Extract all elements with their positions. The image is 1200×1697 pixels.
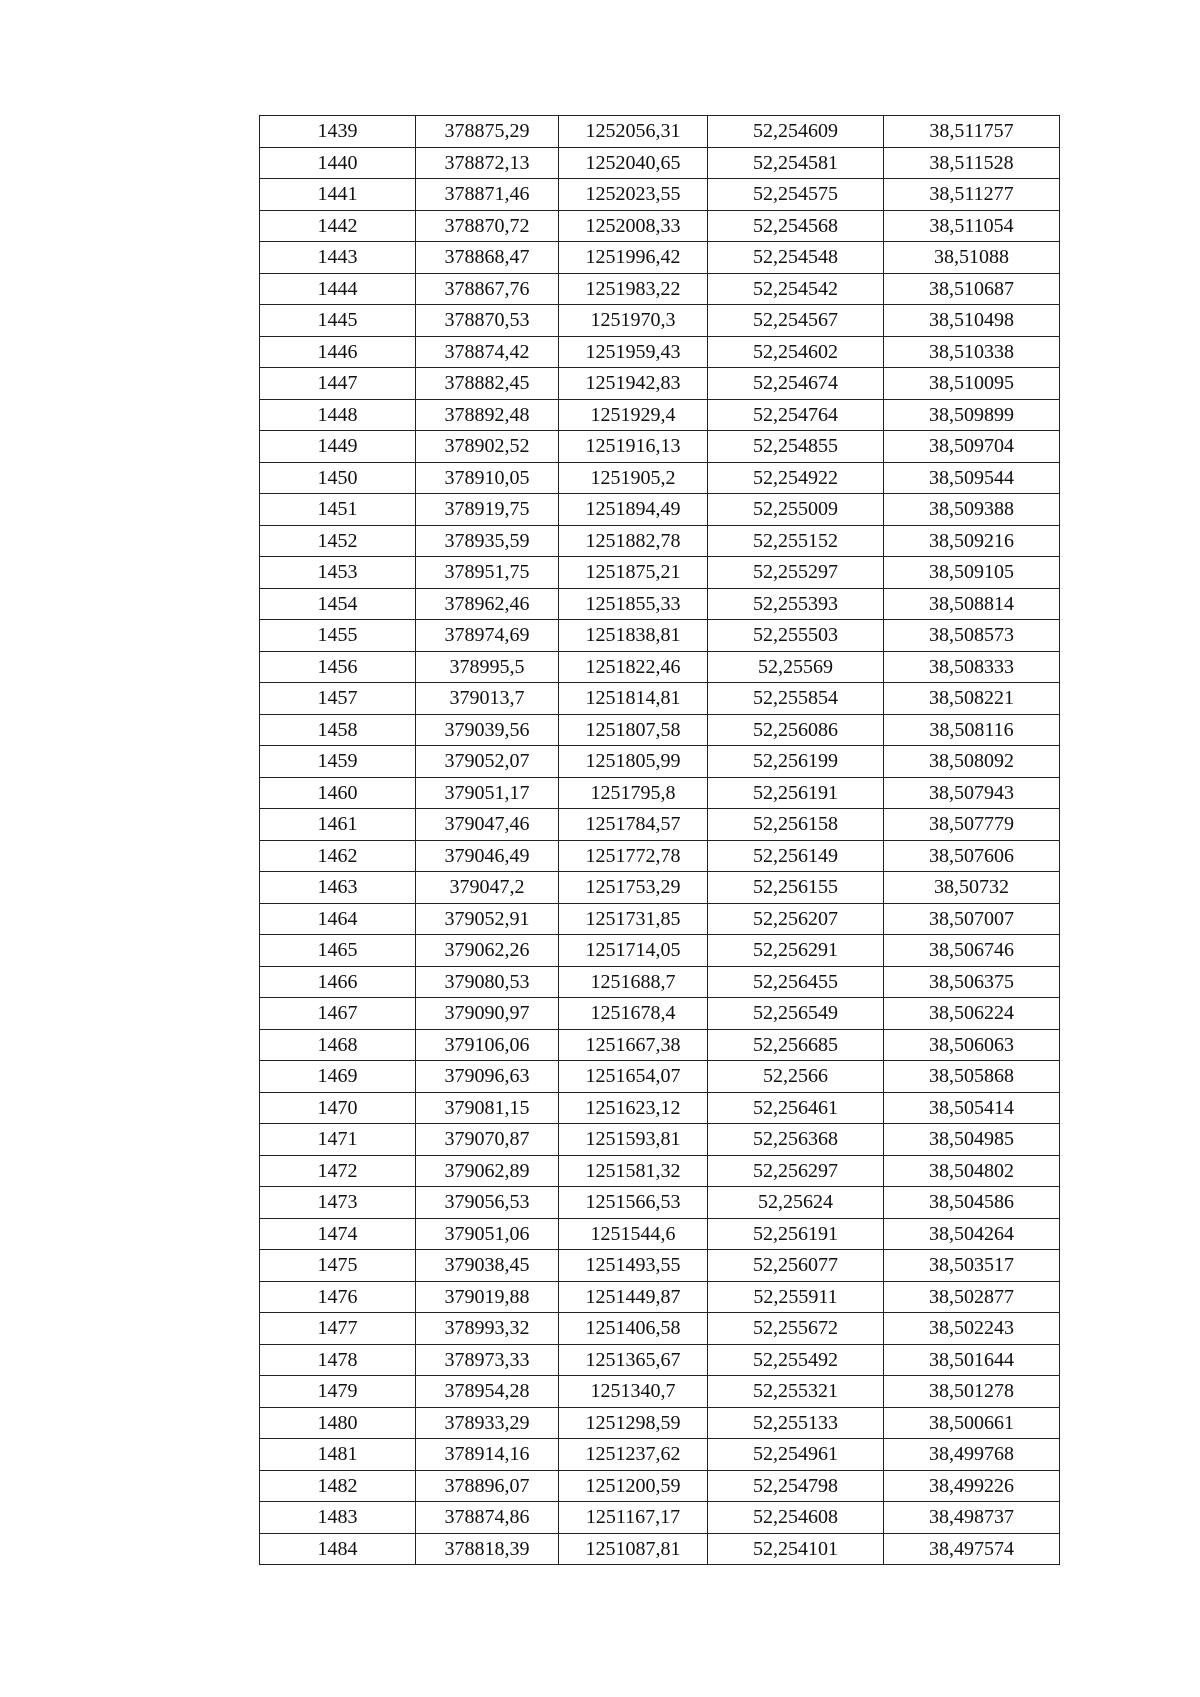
point-number-cell: 1472 — [260, 1155, 416, 1187]
longitude-cell: 38,508221 — [884, 683, 1060, 715]
coordinates-table-body — [260, 116, 1060, 1565]
table-row — [260, 966, 1060, 998]
point-number-cell: 1449 — [260, 431, 416, 463]
longitude-cell: 38,499768 — [884, 1439, 1060, 1471]
x-coordinate-cell: 379081,15 — [416, 1092, 559, 1124]
latitude-cell: 52,256455 — [708, 966, 884, 998]
longitude-cell: 38,506224 — [884, 998, 1060, 1030]
x-coordinate-cell: 379090,97 — [416, 998, 559, 1030]
longitude-cell: 38,51088 — [884, 242, 1060, 274]
x-coordinate-cell: 378868,47 — [416, 242, 559, 274]
point-number-cell: 1475 — [260, 1250, 416, 1282]
y-coordinate-cell: 1251784,57 — [559, 809, 708, 841]
y-coordinate-cell: 1251544,6 — [559, 1218, 708, 1250]
longitude-cell: 38,502243 — [884, 1313, 1060, 1345]
longitude-cell: 38,510498 — [884, 305, 1060, 337]
longitude-cell: 38,50732 — [884, 872, 1060, 904]
point-number-cell: 1457 — [260, 683, 416, 715]
longitude-cell: 38,497574 — [884, 1533, 1060, 1565]
table-row — [260, 998, 1060, 1030]
point-number-cell: 1446 — [260, 336, 416, 368]
longitude-cell: 38,505868 — [884, 1061, 1060, 1093]
point-number-cell: 1464 — [260, 903, 416, 935]
x-coordinate-cell: 378951,75 — [416, 557, 559, 589]
latitude-cell: 52,25569 — [708, 651, 884, 683]
table-row — [260, 1376, 1060, 1408]
latitude-cell: 52,256155 — [708, 872, 884, 904]
longitude-cell: 38,511757 — [884, 116, 1060, 148]
latitude-cell: 52,256291 — [708, 935, 884, 967]
y-coordinate-cell: 1251838,81 — [559, 620, 708, 652]
table-row — [260, 746, 1060, 778]
point-number-cell: 1474 — [260, 1218, 416, 1250]
y-coordinate-cell: 1251894,49 — [559, 494, 708, 526]
table-row — [260, 1061, 1060, 1093]
y-coordinate-cell: 1251688,7 — [559, 966, 708, 998]
latitude-cell: 52,255503 — [708, 620, 884, 652]
longitude-cell: 38,504985 — [884, 1124, 1060, 1156]
x-coordinate-cell: 379051,17 — [416, 777, 559, 809]
latitude-cell: 52,256158 — [708, 809, 884, 841]
y-coordinate-cell: 1251753,29 — [559, 872, 708, 904]
longitude-cell: 38,509388 — [884, 494, 1060, 526]
table-row — [260, 368, 1060, 400]
y-coordinate-cell: 1251298,59 — [559, 1407, 708, 1439]
latitude-cell: 52,254855 — [708, 431, 884, 463]
point-number-cell: 1476 — [260, 1281, 416, 1313]
x-coordinate-cell: 378896,07 — [416, 1470, 559, 1502]
x-coordinate-cell: 378872,13 — [416, 147, 559, 179]
table-row — [260, 1502, 1060, 1534]
latitude-cell: 52,255393 — [708, 588, 884, 620]
table-row — [260, 1407, 1060, 1439]
table-row — [260, 620, 1060, 652]
y-coordinate-cell: 1251406,58 — [559, 1313, 708, 1345]
x-coordinate-cell: 378919,75 — [416, 494, 559, 526]
y-coordinate-cell: 1252056,31 — [559, 116, 708, 148]
y-coordinate-cell: 1251678,4 — [559, 998, 708, 1030]
point-number-cell: 1462 — [260, 840, 416, 872]
y-coordinate-cell: 1251654,07 — [559, 1061, 708, 1093]
x-coordinate-cell: 378910,05 — [416, 462, 559, 494]
table-row — [260, 305, 1060, 337]
longitude-cell: 38,506375 — [884, 966, 1060, 998]
point-number-cell: 1451 — [260, 494, 416, 526]
table-row — [260, 179, 1060, 211]
table-row — [260, 116, 1060, 148]
table-row — [260, 714, 1060, 746]
point-number-cell: 1442 — [260, 210, 416, 242]
x-coordinate-cell: 378870,72 — [416, 210, 559, 242]
point-number-cell: 1460 — [260, 777, 416, 809]
point-number-cell: 1452 — [260, 525, 416, 557]
x-coordinate-cell: 378962,46 — [416, 588, 559, 620]
longitude-cell: 38,508092 — [884, 746, 1060, 778]
table-row — [260, 1124, 1060, 1156]
table-row — [260, 872, 1060, 904]
x-coordinate-cell: 379038,45 — [416, 1250, 559, 1282]
latitude-cell: 52,254922 — [708, 462, 884, 494]
x-coordinate-cell: 379047,2 — [416, 872, 559, 904]
longitude-cell: 38,504264 — [884, 1218, 1060, 1250]
longitude-cell: 38,510338 — [884, 336, 1060, 368]
x-coordinate-cell: 378892,48 — [416, 399, 559, 431]
point-number-cell: 1479 — [260, 1376, 416, 1408]
point-number-cell: 1456 — [260, 651, 416, 683]
latitude-cell: 52,254798 — [708, 1470, 884, 1502]
table-row — [260, 1092, 1060, 1124]
table-row — [260, 210, 1060, 242]
y-coordinate-cell: 1251822,46 — [559, 651, 708, 683]
longitude-cell: 38,507606 — [884, 840, 1060, 872]
latitude-cell: 52,255854 — [708, 683, 884, 715]
latitude-cell: 52,256199 — [708, 746, 884, 778]
point-number-cell: 1481 — [260, 1439, 416, 1471]
table-row — [260, 651, 1060, 683]
table-row — [260, 462, 1060, 494]
point-number-cell: 1465 — [260, 935, 416, 967]
table-row — [260, 1218, 1060, 1250]
table-row — [260, 1187, 1060, 1219]
table-row — [260, 557, 1060, 589]
table-row — [260, 935, 1060, 967]
longitude-cell: 38,511528 — [884, 147, 1060, 179]
latitude-cell: 52,25624 — [708, 1187, 884, 1219]
y-coordinate-cell: 1251772,78 — [559, 840, 708, 872]
point-number-cell: 1455 — [260, 620, 416, 652]
y-coordinate-cell: 1251593,81 — [559, 1124, 708, 1156]
table-row — [260, 1344, 1060, 1376]
longitude-cell: 38,509899 — [884, 399, 1060, 431]
latitude-cell: 52,255009 — [708, 494, 884, 526]
point-number-cell: 1459 — [260, 746, 416, 778]
longitude-cell: 38,501644 — [884, 1344, 1060, 1376]
point-number-cell: 1469 — [260, 1061, 416, 1093]
latitude-cell: 52,254568 — [708, 210, 884, 242]
table-row — [260, 431, 1060, 463]
x-coordinate-cell: 379070,87 — [416, 1124, 559, 1156]
latitude-cell: 52,256685 — [708, 1029, 884, 1061]
table-row — [260, 1533, 1060, 1565]
longitude-cell: 38,498737 — [884, 1502, 1060, 1534]
latitude-cell: 52,255672 — [708, 1313, 884, 1345]
point-number-cell: 1484 — [260, 1533, 416, 1565]
latitude-cell: 52,254581 — [708, 147, 884, 179]
longitude-cell: 38,501278 — [884, 1376, 1060, 1408]
point-number-cell: 1448 — [260, 399, 416, 431]
table-row — [260, 147, 1060, 179]
point-number-cell: 1444 — [260, 273, 416, 305]
table-row — [260, 336, 1060, 368]
x-coordinate-cell: 379052,07 — [416, 746, 559, 778]
longitude-cell: 38,506063 — [884, 1029, 1060, 1061]
point-number-cell: 1450 — [260, 462, 416, 494]
point-number-cell: 1482 — [260, 1470, 416, 1502]
x-coordinate-cell: 378902,52 — [416, 431, 559, 463]
latitude-cell: 52,256149 — [708, 840, 884, 872]
longitude-cell: 38,510687 — [884, 273, 1060, 305]
x-coordinate-cell: 379062,26 — [416, 935, 559, 967]
y-coordinate-cell: 1251667,38 — [559, 1029, 708, 1061]
point-number-cell: 1471 — [260, 1124, 416, 1156]
x-coordinate-cell: 379056,53 — [416, 1187, 559, 1219]
latitude-cell: 52,255492 — [708, 1344, 884, 1376]
latitude-cell: 52,254764 — [708, 399, 884, 431]
latitude-cell: 52,256191 — [708, 777, 884, 809]
x-coordinate-cell: 379096,63 — [416, 1061, 559, 1093]
point-number-cell: 1439 — [260, 116, 416, 148]
longitude-cell: 38,507779 — [884, 809, 1060, 841]
table-row — [260, 1155, 1060, 1187]
longitude-cell: 38,502877 — [884, 1281, 1060, 1313]
point-number-cell: 1447 — [260, 368, 416, 400]
x-coordinate-cell: 378993,32 — [416, 1313, 559, 1345]
latitude-cell: 52,256461 — [708, 1092, 884, 1124]
y-coordinate-cell: 1251814,81 — [559, 683, 708, 715]
latitude-cell: 52,254542 — [708, 273, 884, 305]
table-row — [260, 399, 1060, 431]
longitude-cell: 38,508116 — [884, 714, 1060, 746]
longitude-cell: 38,511054 — [884, 210, 1060, 242]
point-number-cell: 1470 — [260, 1092, 416, 1124]
latitude-cell: 52,256086 — [708, 714, 884, 746]
latitude-cell: 52,254961 — [708, 1439, 884, 1471]
table-row — [260, 273, 1060, 305]
table-row — [260, 777, 1060, 809]
x-coordinate-cell: 378871,46 — [416, 179, 559, 211]
x-coordinate-cell: 378874,86 — [416, 1502, 559, 1534]
coordinates-table — [259, 115, 1060, 1565]
point-number-cell: 1477 — [260, 1313, 416, 1345]
longitude-cell: 38,508573 — [884, 620, 1060, 652]
y-coordinate-cell: 1251365,67 — [559, 1344, 708, 1376]
table-row — [260, 242, 1060, 274]
point-number-cell: 1441 — [260, 179, 416, 211]
point-number-cell: 1443 — [260, 242, 416, 274]
y-coordinate-cell: 1251493,55 — [559, 1250, 708, 1282]
y-coordinate-cell: 1251087,81 — [559, 1533, 708, 1565]
y-coordinate-cell: 1251970,3 — [559, 305, 708, 337]
point-number-cell: 1461 — [260, 809, 416, 841]
table-row — [260, 1439, 1060, 1471]
point-number-cell: 1478 — [260, 1344, 416, 1376]
table-row — [260, 1313, 1060, 1345]
point-number-cell: 1480 — [260, 1407, 416, 1439]
longitude-cell: 38,506746 — [884, 935, 1060, 967]
latitude-cell: 52,254674 — [708, 368, 884, 400]
x-coordinate-cell: 378935,59 — [416, 525, 559, 557]
latitude-cell: 52,255133 — [708, 1407, 884, 1439]
latitude-cell: 52,2566 — [708, 1061, 884, 1093]
latitude-cell: 52,255911 — [708, 1281, 884, 1313]
y-coordinate-cell: 1251905,2 — [559, 462, 708, 494]
point-number-cell: 1466 — [260, 966, 416, 998]
x-coordinate-cell: 379046,49 — [416, 840, 559, 872]
x-coordinate-cell: 379051,06 — [416, 1218, 559, 1250]
longitude-cell: 38,509704 — [884, 431, 1060, 463]
x-coordinate-cell: 378870,53 — [416, 305, 559, 337]
x-coordinate-cell: 378875,29 — [416, 116, 559, 148]
point-number-cell: 1445 — [260, 305, 416, 337]
longitude-cell: 38,510095 — [884, 368, 1060, 400]
point-number-cell: 1473 — [260, 1187, 416, 1219]
x-coordinate-cell: 378995,5 — [416, 651, 559, 683]
point-number-cell: 1440 — [260, 147, 416, 179]
y-coordinate-cell: 1251581,32 — [559, 1155, 708, 1187]
x-coordinate-cell: 379062,89 — [416, 1155, 559, 1187]
y-coordinate-cell: 1251983,22 — [559, 273, 708, 305]
y-coordinate-cell: 1251807,58 — [559, 714, 708, 746]
x-coordinate-cell: 378973,33 — [416, 1344, 559, 1376]
x-coordinate-cell: 379080,53 — [416, 966, 559, 998]
y-coordinate-cell: 1251795,8 — [559, 777, 708, 809]
longitude-cell: 38,503517 — [884, 1250, 1060, 1282]
longitude-cell: 38,509105 — [884, 557, 1060, 589]
latitude-cell: 52,256297 — [708, 1155, 884, 1187]
table-row — [260, 1281, 1060, 1313]
x-coordinate-cell: 379013,7 — [416, 683, 559, 715]
table-row — [260, 494, 1060, 526]
table-row — [260, 840, 1060, 872]
x-coordinate-cell: 378867,76 — [416, 273, 559, 305]
point-number-cell: 1468 — [260, 1029, 416, 1061]
y-coordinate-cell: 1251882,78 — [559, 525, 708, 557]
latitude-cell: 52,255321 — [708, 1376, 884, 1408]
y-coordinate-cell: 1251805,99 — [559, 746, 708, 778]
x-coordinate-cell: 379039,56 — [416, 714, 559, 746]
point-number-cell: 1453 — [260, 557, 416, 589]
x-coordinate-cell: 378882,45 — [416, 368, 559, 400]
longitude-cell: 38,504802 — [884, 1155, 1060, 1187]
table-row — [260, 525, 1060, 557]
y-coordinate-cell: 1251623,12 — [559, 1092, 708, 1124]
table-row — [260, 1029, 1060, 1061]
y-coordinate-cell: 1251996,42 — [559, 242, 708, 274]
x-coordinate-cell: 379106,06 — [416, 1029, 559, 1061]
y-coordinate-cell: 1251449,87 — [559, 1281, 708, 1313]
latitude-cell: 52,254567 — [708, 305, 884, 337]
point-number-cell: 1467 — [260, 998, 416, 1030]
y-coordinate-cell: 1251855,33 — [559, 588, 708, 620]
x-coordinate-cell: 379047,46 — [416, 809, 559, 841]
point-number-cell: 1463 — [260, 872, 416, 904]
y-coordinate-cell: 1251875,21 — [559, 557, 708, 589]
longitude-cell: 38,509216 — [884, 525, 1060, 557]
table-row — [260, 588, 1060, 620]
longitude-cell: 38,508814 — [884, 588, 1060, 620]
y-coordinate-cell: 1251167,17 — [559, 1502, 708, 1534]
table-row — [260, 683, 1060, 715]
latitude-cell: 52,254575 — [708, 179, 884, 211]
longitude-cell: 38,500661 — [884, 1407, 1060, 1439]
latitude-cell: 52,256368 — [708, 1124, 884, 1156]
x-coordinate-cell: 378974,69 — [416, 620, 559, 652]
x-coordinate-cell: 378818,39 — [416, 1533, 559, 1565]
y-coordinate-cell: 1251566,53 — [559, 1187, 708, 1219]
table-row — [260, 809, 1060, 841]
table-row — [260, 1470, 1060, 1502]
y-coordinate-cell: 1251959,43 — [559, 336, 708, 368]
longitude-cell: 38,505414 — [884, 1092, 1060, 1124]
point-number-cell: 1483 — [260, 1502, 416, 1534]
y-coordinate-cell: 1251731,85 — [559, 903, 708, 935]
point-number-cell: 1458 — [260, 714, 416, 746]
latitude-cell: 52,254101 — [708, 1533, 884, 1565]
latitude-cell: 52,254548 — [708, 242, 884, 274]
y-coordinate-cell: 1252008,33 — [559, 210, 708, 242]
x-coordinate-cell: 379019,88 — [416, 1281, 559, 1313]
latitude-cell: 52,256207 — [708, 903, 884, 935]
longitude-cell: 38,507007 — [884, 903, 1060, 935]
longitude-cell: 38,507943 — [884, 777, 1060, 809]
latitude-cell: 52,255152 — [708, 525, 884, 557]
x-coordinate-cell: 378914,16 — [416, 1439, 559, 1471]
x-coordinate-cell: 378933,29 — [416, 1407, 559, 1439]
point-number-cell: 1454 — [260, 588, 416, 620]
longitude-cell: 38,499226 — [884, 1470, 1060, 1502]
latitude-cell: 52,254608 — [708, 1502, 884, 1534]
y-coordinate-cell: 1252023,55 — [559, 179, 708, 211]
latitude-cell: 52,254609 — [708, 116, 884, 148]
y-coordinate-cell: 1251916,13 — [559, 431, 708, 463]
y-coordinate-cell: 1251237,62 — [559, 1439, 708, 1471]
latitude-cell: 52,255297 — [708, 557, 884, 589]
y-coordinate-cell: 1251929,4 — [559, 399, 708, 431]
latitude-cell: 52,256077 — [708, 1250, 884, 1282]
table-row — [260, 1250, 1060, 1282]
y-coordinate-cell: 1251942,83 — [559, 368, 708, 400]
y-coordinate-cell: 1251714,05 — [559, 935, 708, 967]
longitude-cell: 38,508333 — [884, 651, 1060, 683]
y-coordinate-cell: 1251200,59 — [559, 1470, 708, 1502]
x-coordinate-cell: 378954,28 — [416, 1376, 559, 1408]
latitude-cell: 52,256549 — [708, 998, 884, 1030]
x-coordinate-cell: 379052,91 — [416, 903, 559, 935]
longitude-cell: 38,511277 — [884, 179, 1060, 211]
longitude-cell: 38,509544 — [884, 462, 1060, 494]
longitude-cell: 38,504586 — [884, 1187, 1060, 1219]
table-row — [260, 903, 1060, 935]
y-coordinate-cell: 1252040,65 — [559, 147, 708, 179]
latitude-cell: 52,254602 — [708, 336, 884, 368]
x-coordinate-cell: 378874,42 — [416, 336, 559, 368]
y-coordinate-cell: 1251340,7 — [559, 1376, 708, 1408]
latitude-cell: 52,256191 — [708, 1218, 884, 1250]
